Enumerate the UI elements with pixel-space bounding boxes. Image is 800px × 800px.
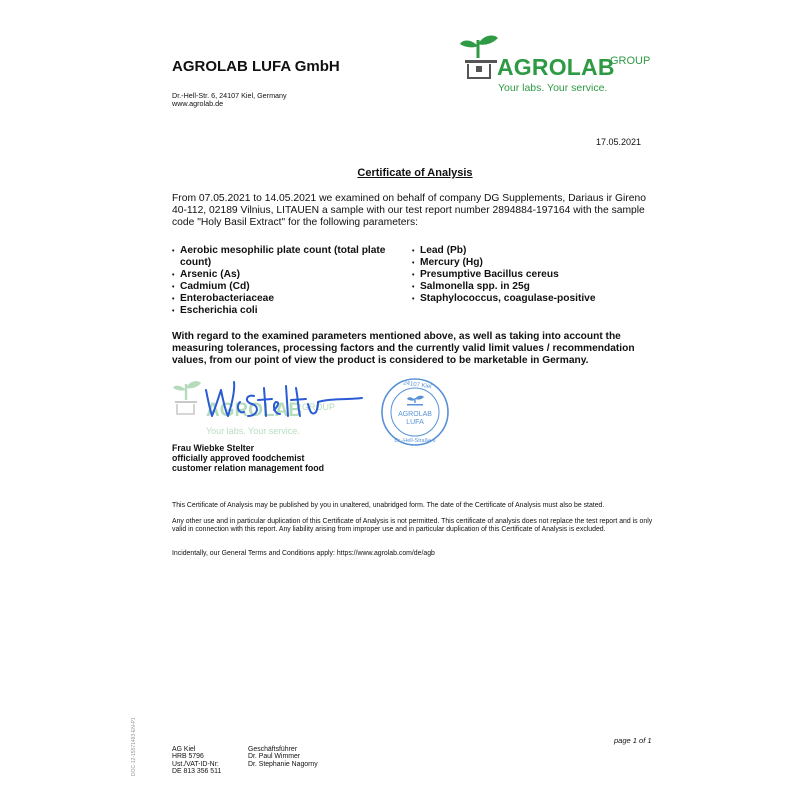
footer-line: Geschäftsführer	[248, 746, 298, 753]
page-number: page 1 of 1	[614, 736, 652, 745]
signer-role: officially approved foodchemist	[172, 453, 305, 464]
logo-slogan: Your labs. Your service.	[498, 82, 608, 94]
footer-line: Dr. Paul Wimmer	[248, 753, 301, 761]
list-item: • Cadmium (Cd)	[172, 281, 402, 293]
footer-line: Ust./VAT-ID-Nr:	[172, 760, 219, 768]
svg-text:AGROLAB: AGROLAB	[398, 411, 432, 418]
signer-block	[172, 443, 324, 474]
list-item: • Salmonella spp. in 25g	[412, 281, 662, 293]
footer-line: HRB 5796	[172, 753, 204, 761]
signature-graphic	[172, 372, 462, 447]
list-item: • Escherichia coli	[172, 305, 402, 317]
list-item: • Enterobacteriaceae	[172, 293, 402, 305]
list-item: • Lead (Pb)	[412, 245, 662, 257]
signer-department: customer relation management food	[172, 463, 325, 474]
publication-note: This Certificate of Analysis may be published by you in unaltered, unabridged form. The date of the Certificate of Analysis must also be stated.	[172, 502, 605, 509]
list-item: • Presumptive Bacillus cereus	[412, 269, 662, 281]
list-item: • Staphylococcus, coagulase-positive	[412, 293, 662, 305]
list-item: • Aerobic mesophilic plate count (total plate count)	[172, 245, 402, 269]
website-line: www.agrolab.de	[172, 99, 224, 109]
footer-management	[248, 746, 318, 768]
signature-area	[172, 372, 462, 447]
signer-name: Frau Wiebke Stelter	[172, 443, 255, 453]
faded-logo-watermark	[173, 381, 335, 436]
stamp	[382, 379, 448, 445]
agrolab-logo	[456, 32, 656, 96]
usage-note: Any other use and in particular duplication of this Certificate of Analysis is not permitted. This certificate of analysis does not replace the test report and is only valid in connection with this report. Any liability arising from improper use and in particular duplication of this Certificate of Analysis is excluded.	[172, 518, 653, 534]
list-item: • Arsenic (As)	[172, 269, 402, 281]
logo-word: AGROLAB	[497, 54, 615, 80]
conclusion-paragraph: With regard to the examined parameters mentioned above, as well as taking into account the measuring tolerances, processing factors and the currently valid limit values / recommendation values, from our point of view the product is considered to be marketable in Germany.	[172, 331, 635, 367]
logo-group: GROUP	[610, 55, 651, 67]
footer-line: Dr. Stephanie Nagorny	[248, 760, 318, 768]
svg-text:24107 Kiel: 24107 Kiel	[402, 380, 432, 391]
document-reference: DOC-12-15571483-EN-P1	[131, 717, 137, 776]
footer-line: DE 813 356 511	[172, 768, 222, 776]
footer-line: AG Kiel	[172, 746, 196, 753]
parameter-list-right	[412, 245, 662, 305]
list-item: • Mercury (Hg)	[412, 257, 662, 269]
svg-text:LUFA: LUFA	[406, 419, 424, 426]
svg-text:Your labs. Your service.: Your labs. Your service.	[206, 426, 300, 436]
footer-registration	[172, 746, 221, 776]
document-title: Certificate of Analysis	[357, 167, 473, 179]
svg-text:AGROLAB: AGROLAB	[206, 400, 303, 421]
svg-text:GROUP: GROUP	[302, 402, 336, 412]
parameter-list-left	[172, 245, 402, 317]
lab-sprout-icon	[456, 32, 500, 82]
svg-text:Dr.-Hell-Straße 6: Dr.-Hell-Straße 6	[394, 438, 436, 444]
terms-note: Incidentally, our General Terms and Conditions apply: https://www.agrolab.com/de/agb	[172, 550, 435, 557]
company-address	[172, 92, 287, 109]
certificate-date: 17.05.2021	[596, 137, 642, 147]
address-line: Dr.-Hell-Str. 6, 24107 Kiel, Germany	[172, 91, 287, 100]
company-name: AGROLAB LUFA GmbH	[172, 58, 340, 75]
intro-paragraph: From 07.05.2021 to 14.05.2021 we examined on behalf of company DG Supplements, Dariaus ir Gireno 40-112, 02189 Vilnius, LITAUEN a sample with our test report number 2894884-197164 with the sample code "Holy Basil Extract" for the following parameters:	[172, 193, 646, 229]
